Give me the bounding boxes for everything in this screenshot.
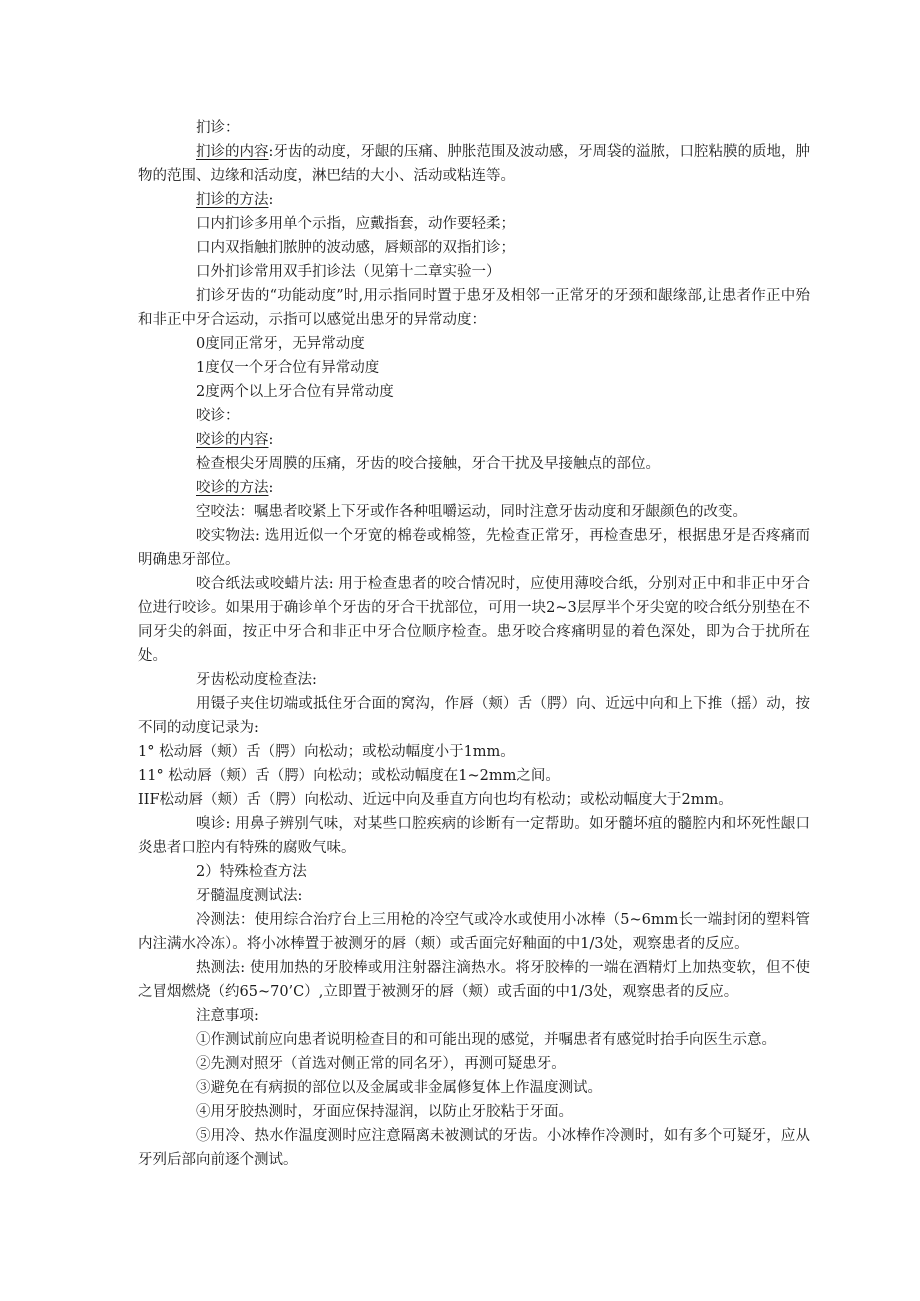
- mobility-degree-1: 1度仅一个牙合位有异常动度: [196, 360, 380, 376]
- mobility-grade-2: 11° 松动唇（颊）舌（腭）向松动；或松动幅度在1~2mm之间。: [138, 768, 560, 784]
- mobility-grade-3: IIF松动唇（颊）舌（腭）向松动、近远中向及垂直方向也均有松动；或松动幅度大于2mm。: [138, 792, 733, 808]
- bite-content-heading: [138, 428, 810, 452]
- precaution-4: ④用牙胶热测时，牙面应保持湿润，以防止牙胶粘于牙面。: [196, 1104, 573, 1120]
- precaution-5: ⑤用冷、热水作温度测时应注意隔离未被测试的牙齿。小冰棒作冷测时，如有多个可疑牙，应从牙列后部向前逐个测试。: [138, 1128, 810, 1168]
- empty-bite-method: 空咬法：嘱患者咬紧上下牙或作各种咀嚼运动，同时注意牙齿动度和牙龈颜色的改变。: [196, 504, 747, 520]
- mobility-degree-0: 0度同正常牙，无异常动度: [196, 336, 365, 352]
- heading-bite-test: 咬诊：: [196, 408, 240, 424]
- palpation-content-paragraph: [138, 140, 810, 188]
- heading-palpation: 扪诊：: [196, 120, 240, 136]
- tooth-mobility-heading: 牙齿松动度检查法:: [196, 672, 317, 688]
- olfactory-exam-paragraph: 嗅诊: 用鼻子辨别气味，对某些口腔疾病的诊断有一定帮助。如牙髓坏疽的髓腔内和坏死性龈口炎患者口腔内有特殊的腐败气味。: [138, 816, 810, 856]
- palpation-content-text: :牙齿的动度，牙龈的压痛、肿胀范围及波动感，牙周袋的溢脓，口腔粘膜的质地，肿物的范围、边缘和活动度，淋巴结的大小、活动或粘连等。: [138, 144, 810, 184]
- bite-content-text: 检查根尖牙周膜的压痛，牙齿的咬合接触，牙合干扰及早接触点的部位。: [196, 456, 660, 472]
- precaution-3: ③避免在有病损的部位以及金属或非金属修复体上作温度测试。: [196, 1080, 602, 1096]
- bite-method-heading: [138, 476, 810, 500]
- mobility-grade-1: 1° 松动唇（颊）舌（腭）向松动；或松动幅度小于1mm。: [138, 744, 515, 760]
- articulating-paper-method: 咬合纸法或咬蜡片法: 用于检查患者的咬合情况时，应使用薄咬合纸，分别对正中和非正中牙合位进行咬诊。如果用于确诊单个牙齿的牙合干扰部位，可用一块2~3层厚半个牙尖宽的咬合纸分别垫在不同牙尖的斜面，按正中牙合和非正中牙合位顺序检查。患牙咬合疼痛明显的着色深处，即为合于扰所在处。: [138, 576, 810, 664]
- palpation-method-1: 口内扪诊多用单个示指，应戴指套，动作要轻柔；: [196, 216, 515, 232]
- bite-content-colon: :: [268, 432, 274, 448]
- bite-method-label: 咬诊的方法: [196, 480, 269, 496]
- precautions-heading: 注意事项:: [196, 1008, 259, 1024]
- bite-content-label: 咬诊的内容: [196, 432, 269, 448]
- precaution-1: ①作测试前应向患者说明检查目的和可能出现的感觉，并嘱患者有感觉时抬手向医生示意。: [196, 1032, 776, 1048]
- object-bite-method: 咬实物法: 选用近似一个牙宽的棉卷或棉签，先检查正常牙，再检查患牙，根据患牙是否疼痛而明确患牙部位。: [138, 528, 810, 568]
- palpation-method-colon: :: [268, 192, 274, 208]
- palpation-method-3: 口外扪诊常用双手扪诊法（见第十二章实验一）: [196, 264, 501, 280]
- palpation-method-label: 扪诊的方法: [196, 192, 269, 208]
- palpation-content-label: 扪诊的内容: [196, 144, 269, 160]
- functional-mobility-paragraph: 扪诊牙齿的“功能动度”时,用示指同时置于患牙及相邻一正常牙的牙颈和龈缘部,让患者作正中殆和非正中牙合运动，示指可以感觉出患牙的异常动度：: [138, 288, 810, 328]
- bite-method-colon: :: [268, 480, 274, 496]
- cold-test-paragraph: 冷测法：使用综合治疗台上三用枪的冷空气或冷水或使用小冰棒（5~6mm长一端封闭的塑料管内注满水冷冻）。将小冰棒置于被测牙的唇（颊）或舌面完好釉面的中1/3处，观察患者的反应。: [138, 912, 810, 952]
- precaution-2: ②先测对照牙（首选对侧正常的同名牙），再测可疑患牙。: [196, 1056, 566, 1072]
- palpation-method-heading: [138, 188, 810, 212]
- palpation-method-2: 口内双指触扪脓肿的波动感，唇颊部的双指扪诊；: [196, 240, 515, 256]
- special-exam-heading: 2）特殊检查方法: [196, 864, 307, 880]
- heat-test-paragraph: 热测法: 使用加热的牙胶棒或用注射器注滴热水。将牙胶棒的一端在酒精灯上加热变软，但不使之冒烟燃烧（约65~70’C）,立即置于被测牙的唇（颊）或舌面的中1/3处，观察患者的反应。: [138, 960, 810, 1000]
- mobility-degree-2: 2度两个以上牙合位有异常动度: [196, 384, 394, 400]
- pulp-thermal-test-heading: 牙髓温度测试法:: [196, 888, 303, 904]
- tooth-mobility-procedure: 用镊子夹住切端或抵住牙合面的窝沟，作唇（颊）舌（腭）向、近远中向和上下推（摇）动，按不同的动度记录为:: [138, 696, 810, 736]
